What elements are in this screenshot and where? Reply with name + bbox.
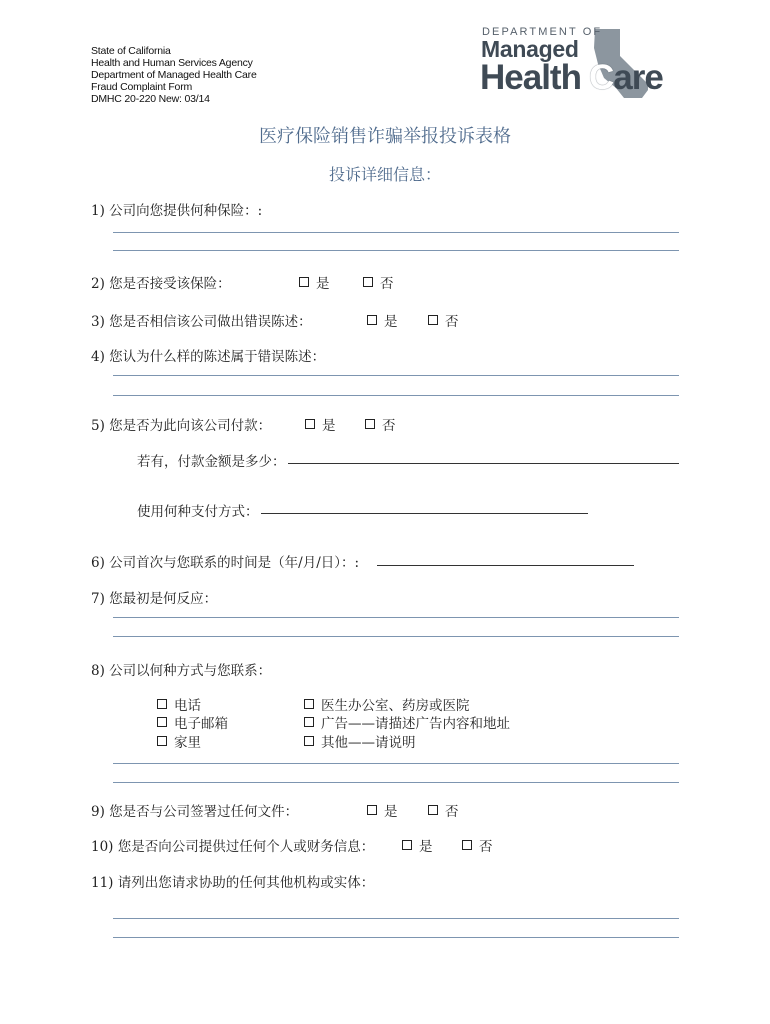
header-line-form-number: DMHC 20-220 New: 03/14 — [91, 93, 210, 105]
checkbox-box — [428, 805, 438, 815]
checkbox-box — [365, 419, 375, 429]
form-subtitle: 投诉详细信息： — [328, 165, 441, 184]
checkbox-box — [299, 277, 309, 287]
contact-other-label: 其他——请说明 — [321, 735, 416, 751]
question-9-no-checkbox[interactable] — [428, 800, 459, 820]
checkbox-box — [305, 419, 315, 429]
question-2-yes-checkbox[interactable] — [299, 272, 330, 292]
question-4-label: 4) 您认为什么样的陈述属于错误陈述： — [91, 349, 326, 365]
question-5-no-checkbox[interactable] — [365, 414, 396, 434]
question-5-label: 5) 您是否为此向该公司付款： — [91, 418, 272, 434]
question-8-answer-line-2[interactable] — [113, 782, 679, 783]
option-no-label: 否 — [445, 804, 459, 820]
question-1-answer-line-1[interactable] — [113, 232, 679, 233]
question-9-label: 9) 您是否与公司签署过任何文件： — [91, 804, 299, 820]
checkbox-box — [402, 840, 412, 850]
first-contact-date-line[interactable] — [377, 565, 634, 566]
option-no-label: 否 — [445, 314, 459, 330]
question-7-answer-line-2[interactable] — [113, 636, 679, 637]
checkbox-box — [428, 315, 438, 325]
option-yes-label: 是 — [316, 276, 330, 292]
question-7-answer-line-1[interactable] — [113, 617, 679, 618]
payment-method-line[interactable] — [261, 513, 588, 514]
question-8-answer-line-1[interactable] — [113, 763, 679, 764]
question-11-answer-line-1[interactable] — [113, 918, 679, 919]
header-line-form-name: Fraud Complaint Form — [91, 81, 193, 93]
option-no-label: 否 — [382, 418, 396, 434]
logo-care-rest: are — [613, 58, 663, 97]
contact-email-label: 电子邮箱 — [174, 716, 228, 732]
question-10-no-checkbox[interactable] — [462, 835, 493, 855]
contact-ad-label: 广告——请描述广告内容和地址 — [321, 716, 510, 732]
option-yes-label: 是 — [322, 418, 336, 434]
checkbox-box — [304, 736, 314, 746]
question-5a-label: 若有，付款金额是多少： — [137, 454, 286, 470]
option-yes-label: 是 — [384, 804, 398, 820]
contact-other-checkbox[interactable] — [304, 731, 416, 751]
question-10-label: 10) 您是否向公司提供过任何个人或财务信息： — [91, 839, 375, 855]
question-4-answer-line-1[interactable] — [113, 375, 679, 376]
question-9-yes-checkbox[interactable] — [367, 800, 398, 820]
question-11-label: 11) 请列出您请求协助的任何其他机构或实体： — [91, 875, 375, 891]
form-title: 医疗保险销售诈骗举报投诉表格 — [259, 126, 511, 147]
option-yes-label: 是 — [384, 314, 398, 330]
header-line-department: Department of Managed Health Care — [91, 69, 257, 81]
question-3-yes-checkbox[interactable] — [367, 310, 398, 330]
checkbox-box — [157, 717, 167, 727]
contact-email-checkbox[interactable] — [157, 712, 228, 732]
question-4-answer-line-2[interactable] — [113, 395, 679, 396]
option-no-label: 否 — [479, 839, 493, 855]
logo-care-c: C — [588, 58, 614, 97]
logo-health-text: Health — [480, 58, 581, 97]
checkbox-box — [367, 315, 377, 325]
logo-managed-text: Managed — [481, 36, 579, 62]
checkbox-box — [304, 699, 314, 709]
question-10-yes-checkbox[interactable] — [402, 835, 433, 855]
question-5-yes-checkbox[interactable] — [305, 414, 336, 434]
question-3-no-checkbox[interactable] — [428, 310, 459, 330]
question-2-no-checkbox[interactable] — [363, 272, 394, 292]
question-2-label: 2) 您是否接受该保险： — [91, 276, 231, 292]
dmhc-logo — [480, 26, 680, 101]
contact-ad-checkbox[interactable] — [304, 712, 510, 732]
header-line-agency: Health and Human Services Agency — [91, 57, 253, 69]
question-1-label: 1) 公司向您提供何种保险：: — [91, 203, 263, 219]
logo-health-care-text — [480, 58, 663, 97]
contact-home-label: 家里 — [174, 735, 201, 751]
checkbox-box — [304, 717, 314, 727]
checkbox-box — [157, 736, 167, 746]
header-line-state: State of California — [91, 45, 171, 57]
contact-phone-label: 电话 — [174, 698, 201, 714]
question-6-label: 6) 公司首次与您联系的时间是（年/月/日）：: — [91, 555, 360, 571]
contact-office-label: 医生办公室、药房或医院 — [321, 698, 470, 714]
payment-amount-line[interactable] — [288, 463, 679, 464]
checkbox-box — [462, 840, 472, 850]
question-1-answer-line-2[interactable] — [113, 250, 679, 251]
question-11-answer-line-2[interactable] — [113, 937, 679, 938]
contact-home-checkbox[interactable] — [157, 731, 201, 751]
checkbox-box — [363, 277, 373, 287]
checkbox-box — [367, 805, 377, 815]
contact-office-checkbox[interactable] — [304, 694, 470, 714]
checkbox-box — [157, 699, 167, 709]
option-no-label: 否 — [380, 276, 394, 292]
question-3-label: 3) 您是否相信该公司做出错误陈述： — [91, 314, 312, 330]
question-7-label: 7) 您最初是何反应： — [91, 591, 218, 607]
logo-dept-text: DEPARTMENT OF — [482, 26, 603, 38]
option-yes-label: 是 — [419, 839, 433, 855]
contact-phone-checkbox[interactable] — [157, 694, 201, 714]
question-5b-label: 使用何种支付方式： — [137, 504, 259, 520]
question-8-label: 8) 公司以何种方式与您联系： — [91, 663, 272, 679]
agency-header — [91, 45, 257, 105]
